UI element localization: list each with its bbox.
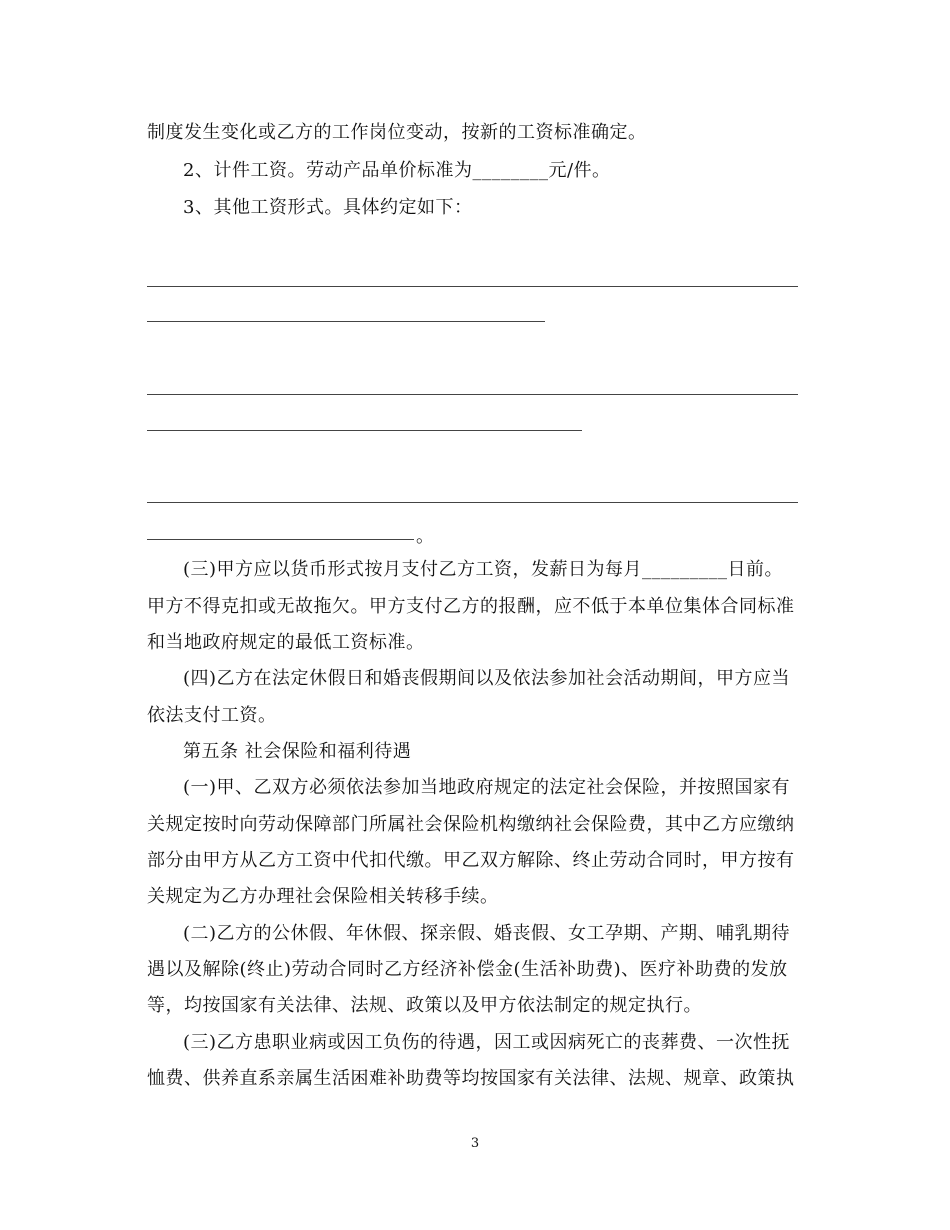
blank-fill-line [147,502,798,503]
paragraph-line: 依法支付工资。 [147,705,277,726]
paragraph-line: 甲方不得克扣或无故拖欠。甲方支付乙方的报酬，应不低于本单位集体合同标准 [147,596,795,617]
piece-wage-line: 2、计件工资。劳动产品单价标准为________元/件。 [183,160,611,181]
paragraph-line: 关规定按时向劳动保障部门所属社会保险机构缴纳社会保险费，其中乙方应缴纳 [147,814,795,835]
blank-fill-line [147,321,545,322]
blank-fill-line [147,430,582,431]
paragraph-line: (一)甲、乙双方必须依法参加当地政府规定的法定社会保险，并按照国家有 [183,777,791,798]
blank-end-mark: 。 [416,526,434,547]
paragraph-line: 关规定为乙方办理社会保险相关转移手续。 [147,886,499,907]
other-wage-line: 3、其他工资形式。具体约定如下： [183,197,473,218]
paragraph-line: (二)乙方的公休假、年休假、探亲假、婚丧假、女工孕期、产期、哺乳期待 [183,923,791,944]
paragraph-line: (四)乙方在法定休假日和婚丧假期间以及依法参加社会活动期间，甲方应当 [183,668,791,689]
article-heading: 第五条 社会保险和福利待遇 [183,741,412,762]
page-number: 3 [470,1136,480,1151]
paragraph-line: (三)甲方应以货币形式按月支付乙方工资，发薪日为每月_________日前。 [183,559,784,580]
paragraph-line: (三)乙方患职业病或因工负伤的待遇，因工或因病死亡的丧葬费、一次性抚 [183,1032,791,1053]
blank-fill-line [147,286,798,287]
paragraph-line: 制度发生变化或乙方的工作岗位变动，按新的工资标准确定。 [147,122,647,143]
paragraph-line: 恤费、供养直系亲属生活困难补助费等均按国家有关法律、法规、规章、政策执 [147,1068,795,1089]
paragraph-line: 和当地政府规定的最低工资标准。 [147,632,425,653]
paragraph-line: 等，均按国家有关法律、法规、政策以及甲方依法制定的规定执行。 [147,995,702,1016]
blank-fill-line [147,539,414,540]
paragraph-line: 部分由甲方从乙方工资中代扣代缴。甲乙双方解除、终止劳动合同时，甲方按有 [147,850,795,871]
paragraph-line: 遇以及解除(终止)劳动合同时乙方经济补偿金(生活补助费)、医疗补助费的发放 [147,959,788,980]
blank-fill-line [147,394,798,395]
